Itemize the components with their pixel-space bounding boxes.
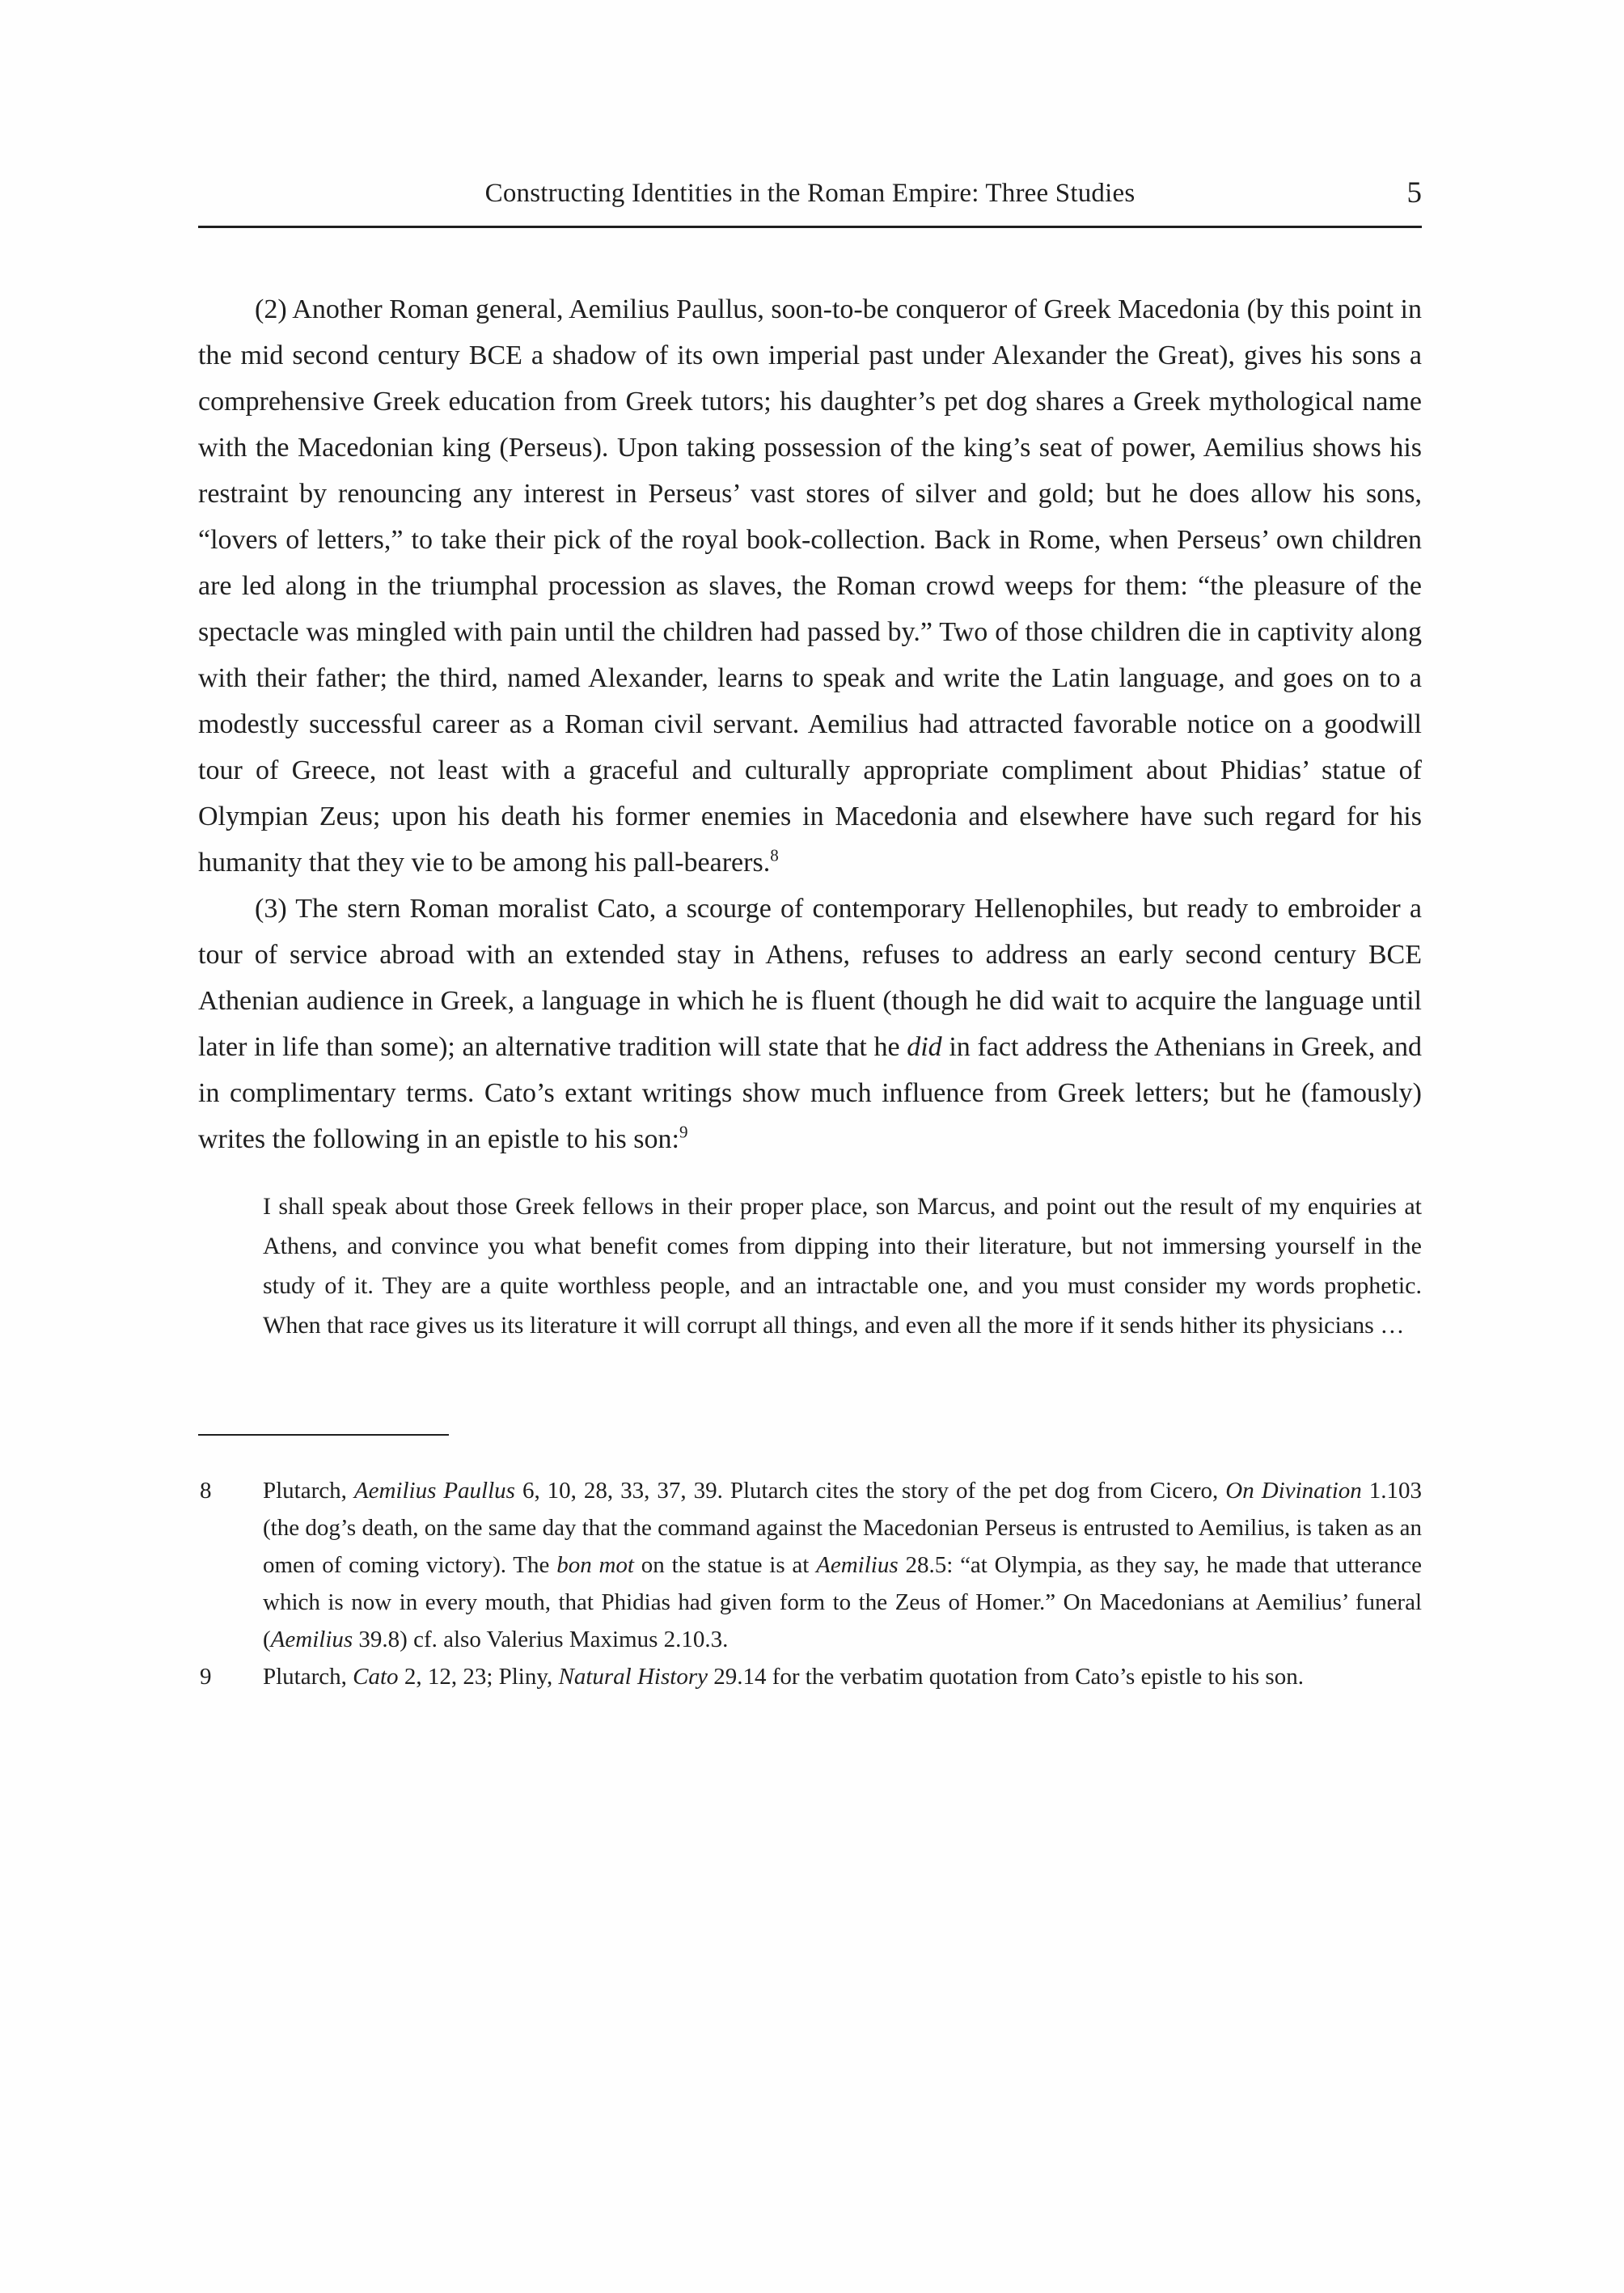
footnote xyxy=(198,1658,1422,1695)
page-number: 5 xyxy=(1406,176,1422,209)
footnote-number: 8 xyxy=(200,1478,212,1504)
page-header xyxy=(198,174,1422,213)
body-text xyxy=(198,286,1422,1345)
footnote-text: Plutarch, Aemilius Paullus 6, 10, 28, 33, 37, 39. Plutarch cites the story of the pet dog from Cicero, On Divination 1.103 (the dog’s death, on the same day that the command against the Macedonian Perseus is entrusted to Aemilius, is taken as an omen of coming victory). The bon mot on the statue is at Aemilius 28.5: “at Olympia, as they say, he made that utterance which is now in every mouth, that Phidias had given form to the Zeus of Homer.” On Macedonians at Aemilius’ funeral (Aemilius 39.8) cf. also Valerius Maximus 2.10.3. xyxy=(263,1478,1423,1652)
body-paragraph: (2) Another Roman general, Aemilius Paullus, soon-to-be conqueror of Greek Macedonia (by this point in the mid second century BCE a shadow of its own imperial past under Alexander the Great), gives his sons a comprehensive Greek education from Greek tutors; his daughter’s pet dog shares a Greek mythological name with the Macedonian king (Perseus). Upon taking possession of the king’s seat of power, Aemilius shows his restraint by renouncing any interest in Perseus’ vast stores of silver and gold; but he does allow his sons, “lovers of letters,” to take their pick of the royal book-collection. Back in Rome, when Perseus’ own children are led along in the triumphal procession as slaves, the Roman crowd weeps for them: “the pleasure of the spectacle was mingled with pain until the children had passed by.” Two of those children die in captivity along with their father; the third, named Alexander, learns to speak and write the Latin language, and goes on to a modestly successful career as a Roman civil servant. Aemilius had attracted favorable notice on a goodwill tour of Greece, not least with a graceful and culturally appropriate compliment about Phidias’ statue of Olympian Zeus; upon his death his former enemies in Macedonia and elsewhere have such regard for his humanity that they vie to be among his pall-bearers.$^8$ xyxy=(198,294,1422,878)
footnote-text: Plutarch, Cato 2, 12, 23; Pliny, Natural History 29.14 for the verbatim quotation from Cato’s epistle to his son. xyxy=(263,1664,1304,1690)
block-quote: I shall speak about those Greek fellows in their proper place, son Marcus, and point out the result of my enquiries at Athens, and convince you what benefit comes from dipping into their literature, but not immersing yourself in the study of it. They are a quite worthless people, and an intractable one, and you must consider my words prophetic. When that race gives us its literature it will corrupt all things, and even all the more if it sends hither its physicians … xyxy=(263,1193,1422,1339)
header-rule xyxy=(198,226,1422,228)
footnote-number: 9 xyxy=(200,1664,212,1690)
footnote-rule xyxy=(198,1434,449,1436)
running-title: Constructing Identities in the Roman Empire: Three Studies xyxy=(484,179,1136,208)
footnote xyxy=(198,1472,1422,1658)
body-paragraph: (3) The stern Roman moralist Cato, a scourge of contemporary Hellenophiles, but ready to embroider a tour of service abroad with an extended stay in Athens, refuses to address an early second century BCE Athenian audience in Greek, a language in which he is fluent (though he did wait to acquire the language until later in life than some); an alternative tradition will state that he did in fact address the Athenians in Greek, and in complimentary terms. Cato’s extant writings show much influence from Greek letters; but he (famously) writes the following in an epistle to his son:$^9$ xyxy=(198,894,1422,1154)
footnotes-section xyxy=(198,1434,1422,1695)
